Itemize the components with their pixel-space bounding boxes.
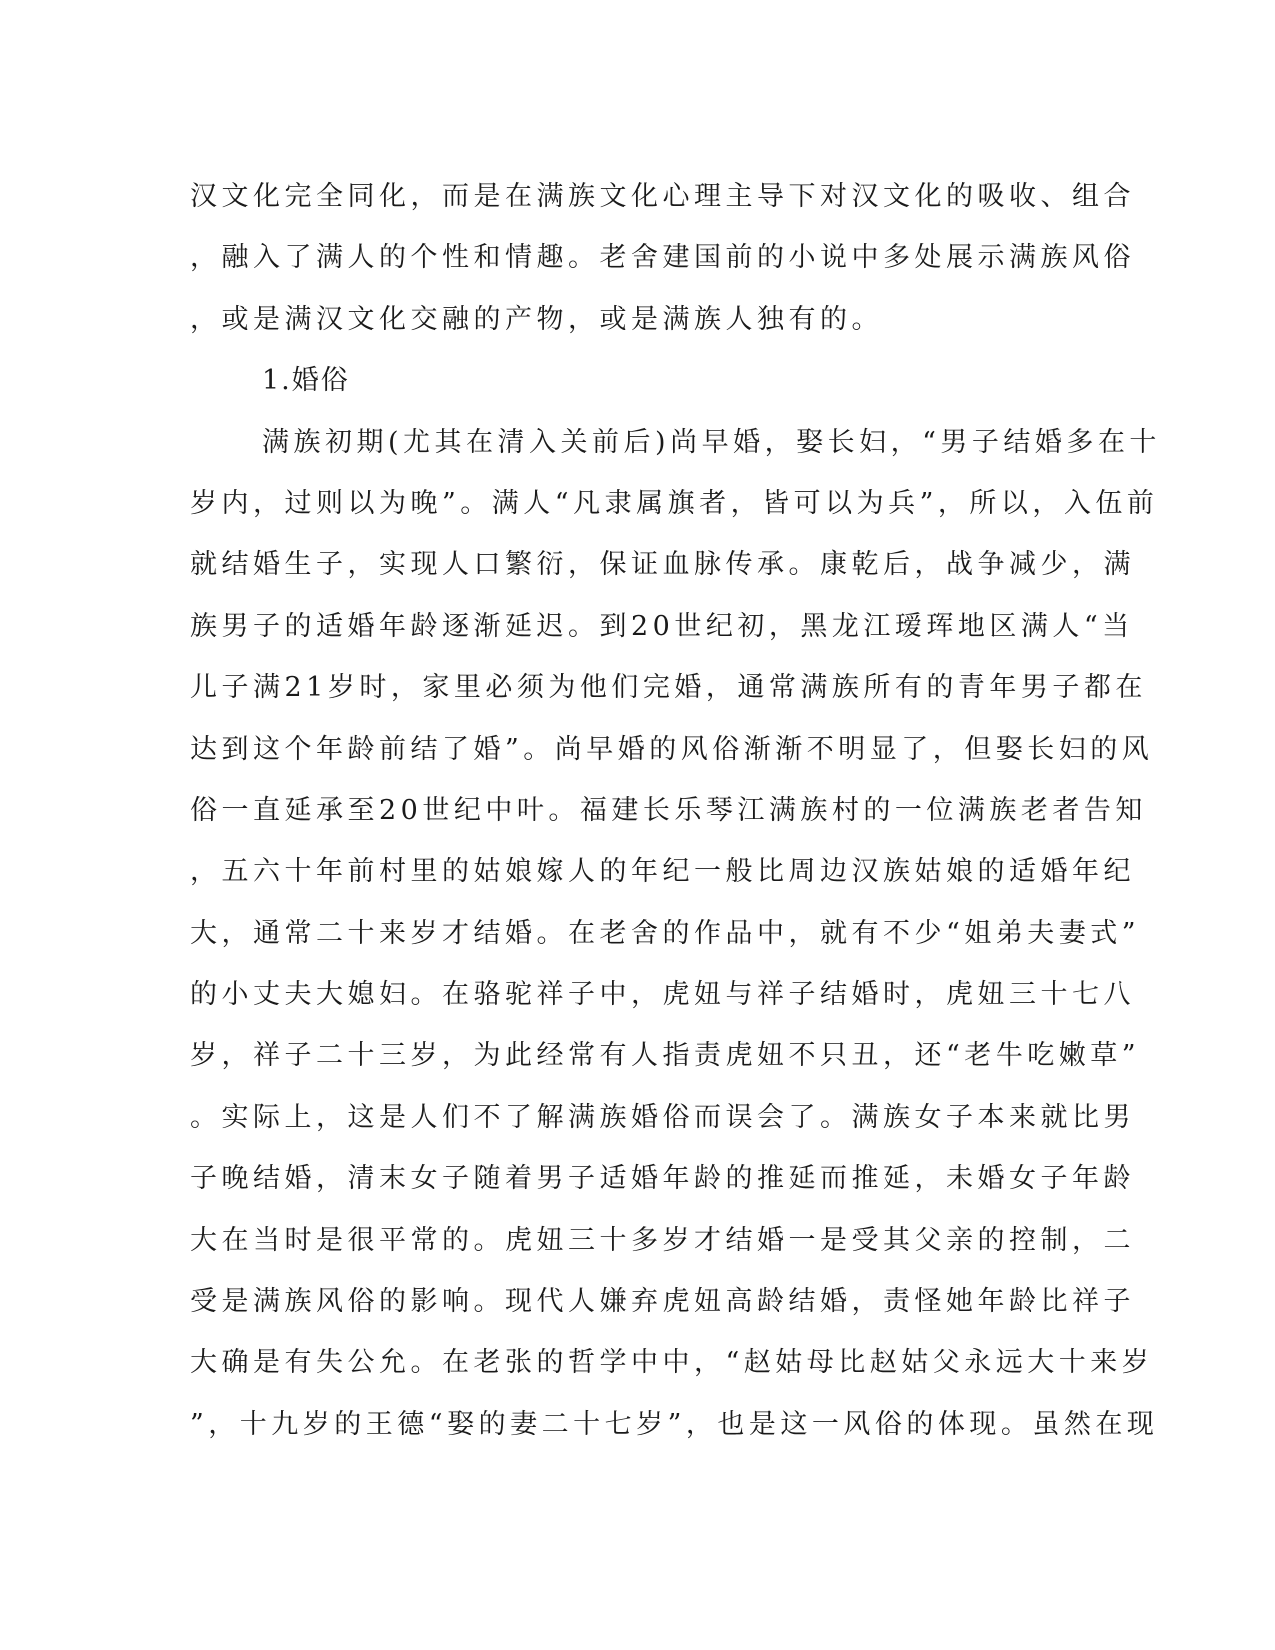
text-line: 受是满族风俗的影响。现代人嫌弃虎妞高龄结婚，责怪她年龄比祥子 — [190, 1286, 1135, 1318]
text-line: 子晚结婚，清末女子随着男子适婚年龄的推延而推延，未婚女子年龄 — [190, 1163, 1135, 1195]
text-line: 大确是有失公允。在老张的哲学中中，“赵姑母比赵姑父永远大十来岁 — [190, 1347, 1154, 1379]
body-text — [190, 166, 1161, 1455]
text-line: 岁内，过则以为晚”。满人“凡隶属旗者，皆可以为兵”，所以，入伍前 — [190, 487, 1159, 519]
text-line: 的小丈夫大媳妇。在骆驼祥子中，虎妞与祥子结婚时，虎妞三十七八 — [190, 979, 1135, 1011]
text-line: 就结婚生子，实现人口繁衍，保证血脉传承。康乾后，战争减少，满 — [190, 549, 1135, 581]
text-line: 达到这个年龄前结了婚”。尚早婚的风俗渐渐不明显了，但娶长妇的风 — [190, 733, 1154, 765]
text-line: 。实际上，这是人们不了解满族婚俗而误会了。满族女子本来就比男 — [190, 1101, 1135, 1133]
text-line: ，五六十年前村里的姑娘嫁人的年纪一般比周边汉族姑娘的适婚年纪 — [190, 856, 1135, 888]
text-line: ，融入了满人的个性和情趣。老舍建国前的小说中多处展示满族风俗 — [190, 242, 1135, 274]
text-line: 族男子的适婚年龄逐渐延迟。到20世纪初，黑龙江瑷珲地区满人“当 — [190, 610, 1134, 642]
text-line: 大在当时是很平常的。虎妞三十多岁才结婚一是受其父亲的控制，二 — [190, 1224, 1135, 1256]
text-line: 俗一直延承至20世纪中叶。福建长乐琴江满族村的一位满族老者告知 — [190, 794, 1147, 826]
text-line: ”，十九岁的王德“娶的妻二十七岁”，也是这一风俗的体现。虽然在现 — [190, 1408, 1159, 1440]
text-line: 儿子满21岁时，家里必须为他们完婚，通常满族所有的青年男子都在 — [190, 672, 1147, 704]
text-line: 汉文化完全同化，而是在满族文化心理主导下对汉文化的吸收、组合 — [190, 181, 1135, 212]
text-line: 岁，祥子二十三岁，为此经常有人指责虎妞不只丑，还“老牛吃嫩草” — [190, 1040, 1141, 1072]
section-heading: 1.婚俗 — [262, 365, 350, 397]
paragraph-first-line: 满族初期(尤其在清入关前后)尚早婚，娶长妇，“男子结婚多在十 — [262, 426, 1161, 458]
text-line: 大，通常二十来岁才结婚。在老舍的作品中，就有不少“姐弟夫妻式” — [190, 917, 1141, 949]
text-line: ，或是满汉文化交融的产物，或是满族人独有的。 — [190, 303, 883, 335]
